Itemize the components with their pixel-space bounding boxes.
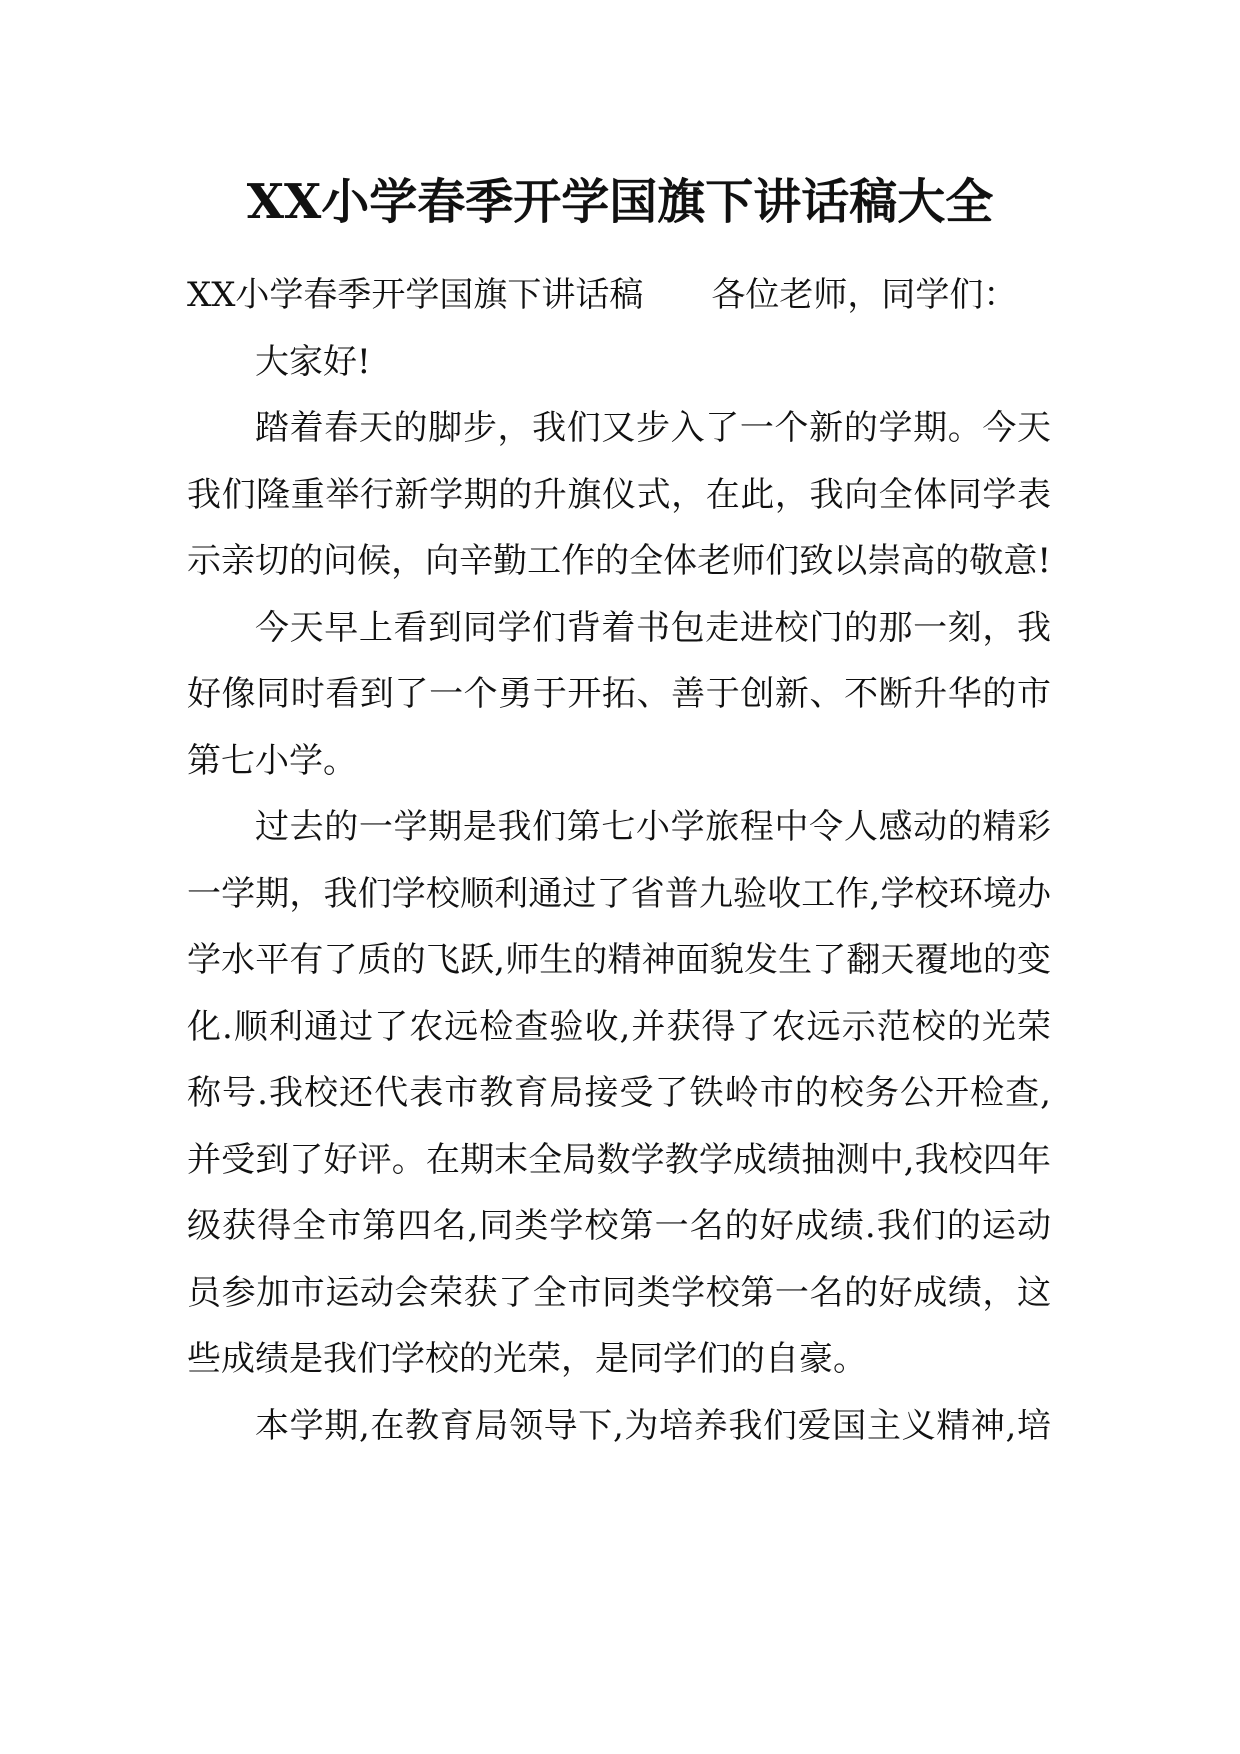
salutation: 各位老师，同学们： [711,275,1018,315]
speech-subtitle: XX小学春季开学国旗下讲话稿 [187,275,644,315]
document-title: XX小学春季开学国旗下讲话稿大全 [246,174,994,230]
text-line: 第七小学。 [187,740,357,781]
text-line: 我们隆重举行新学期的升旗仪式，在此，我向全体同学表 [187,474,1051,515]
text-line: 本学期,在教育局领导下,为培养我们爱国主义精神,培 [255,1405,1051,1446]
text-line: 学水平有了质的飞跃,师生的精神面貌发生了翻天覆地的变 [187,940,1051,980]
text-line: 过去的一学期是我们第七小学旅程中令人感动的精彩 [255,807,1051,847]
text-line: 好像同时看到了一个勇于开拓、善于创新、不断升华的市 [187,674,1051,714]
text-line: 些成绩是我们学校的光荣，是同学们的自豪。 [187,1339,867,1379]
greeting-line: 大家好! [255,341,371,382]
document-body [187,262,1051,1459]
text-line: 踏着春天的脚步，我们又步入了一个新的学期。今天 [255,408,1051,448]
text-line: 今天早上看到同学们背着书包走进校门的那一刻，我 [255,607,1051,648]
text-line: 称号.我校还代表市教育局接受了铁岭市的校务公开检查, [187,1073,1051,1113]
text-line: 并受到了好评。在期末全局数学教学成绩抽测中,我校四年 [187,1139,1051,1180]
text-line: 员参加市运动会荣获了全市同类学校第一名的好成绩，这 [187,1272,1051,1313]
text-line: 一学期，我们学校顺利通过了省普九验收工作,学校环境办 [187,873,1051,914]
text-line: 级获得全市第四名,同类学校第一名的好成绩.我们的运动 [187,1206,1051,1246]
heading-line [187,262,1051,329]
text-line: 示亲切的问候，向辛勤工作的全体老师们致以崇高的敬意! [187,541,1051,581]
text-line: 化.顺利通过了农远检查验收,并获得了农远示范校的光荣 [187,1006,1051,1047]
